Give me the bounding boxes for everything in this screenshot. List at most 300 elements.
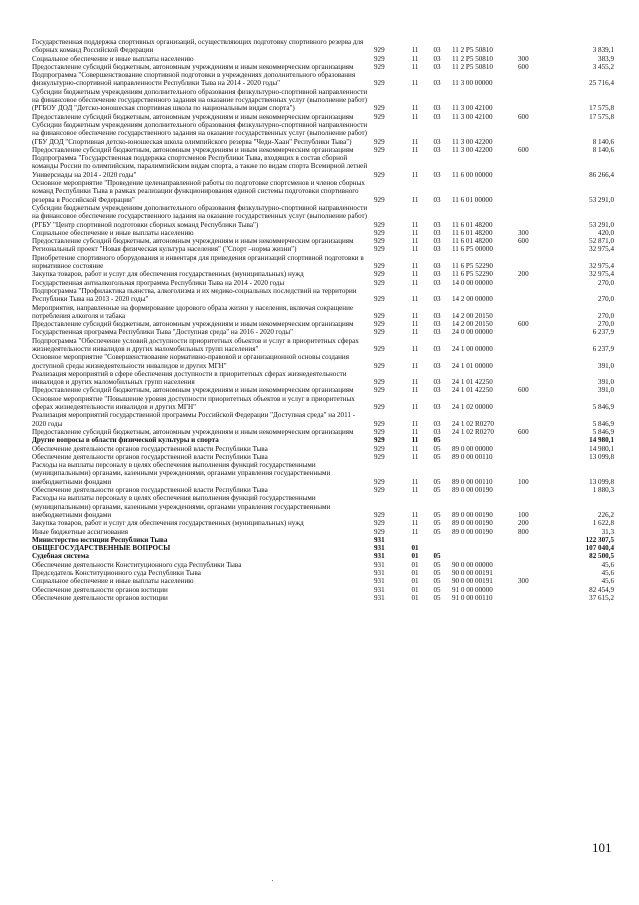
cell-sum: 37 615,2	[589, 593, 614, 602]
cell-rz: 11	[411, 320, 419, 329]
cell-vr	[518, 486, 546, 494]
cell-name: Подпрограмма "Совершенствование спортивной подготовки в учреждениях дополнительного образования физкультурно-спортивной направленности Республики Тыва на 2014 - 2020 годы"	[32, 71, 356, 88]
table-row	[32, 486, 614, 494]
cell-sum: 420,0	[598, 228, 614, 237]
cell-vr: 600	[518, 62, 529, 71]
cell-gr: 929	[374, 386, 385, 395]
cell-vr	[518, 38, 546, 55]
cell-gr: 929	[374, 419, 385, 428]
cell-vr	[518, 304, 546, 321]
cell-rz: 11	[411, 378, 419, 387]
cell-name: Государственная поддержка спортивных организаций, осуществляющих подготовку спортивного резерва для сборных команд Российской Федерации	[32, 38, 364, 55]
cell-name: Государственная программа Республики Тыва "Доступная среда" на 2016 - 2020 годы"	[32, 328, 294, 337]
cell-vr: 300	[518, 54, 529, 63]
cell-pr: 05	[433, 436, 441, 445]
cell-pr: 03	[433, 62, 441, 71]
table-row	[32, 237, 614, 245]
cell-cs: 11 2 P5 50810	[452, 54, 493, 63]
cell-vr	[518, 536, 546, 544]
cell-name: Предоставление субсидий бюджетным, автономным учреждениям и иным некоммерческим организациям	[32, 112, 354, 121]
cell-sum: 3 839,1	[592, 46, 614, 55]
cell-cs: 11 2 P5 50810	[452, 46, 493, 55]
cell-rz: 11	[411, 427, 419, 436]
cell-rz: 01	[411, 544, 419, 553]
cell-cs: 24 1 02 00000	[452, 403, 493, 412]
cell-pr: 05	[433, 444, 441, 453]
cell-name: Приобретение спортивного оборудования и инвентаря для приведения организаций спортивной подготовки в нормативное состояние	[32, 253, 364, 271]
budget-table	[32, 38, 614, 602]
cell-pr: 03	[433, 262, 441, 271]
cell-sum: 25 716,4	[589, 79, 614, 88]
cell-name: Другие вопросы в области физической культуры и спорта	[32, 436, 219, 445]
cell-cs	[448, 552, 518, 560]
table-row	[32, 453, 614, 461]
cell-cs: 89 0 00 00190	[452, 527, 493, 536]
cell-pr: 03	[433, 419, 441, 428]
cell-cs: 89 0 00 00110	[452, 477, 493, 486]
cell-sum: 31,3	[601, 527, 614, 536]
table-row	[32, 528, 614, 536]
cell-cs: 11 3 00 00000	[452, 79, 493, 88]
cell-pr: 05	[433, 527, 441, 536]
cell-gr: 929	[374, 245, 385, 254]
cell-sum: 14 980,1	[589, 444, 614, 453]
cell-rz: 11	[411, 452, 419, 461]
cell-sum: 5 846,9	[592, 427, 614, 436]
cell-sum: 270,0	[598, 311, 614, 320]
cell-name: Предоставление субсидий бюджетным, автономным учреждениям и иным некоммерческим организациям	[32, 427, 354, 436]
cell-rz: 01	[411, 560, 419, 569]
cell-name: Субсидии бюджетным учреждениям дополнительного образования физкультурно-спортивной направленности на финансовое обеспечение государственного задания на оказание государственных услуг (выполнение работ) (РГБОУ ДОД "Детско-юношеская спортивная школа по национальным видам спорта")	[32, 87, 368, 113]
cell-cs: 24 0 00 00000	[452, 328, 493, 337]
cell-name: Обеспечение деятельности органов юстиции	[32, 593, 168, 602]
table-row	[32, 536, 614, 544]
cell-rz: 11	[411, 486, 419, 495]
cell-rz: 11	[411, 262, 419, 271]
cell-pr: 05	[433, 477, 441, 486]
cell-gr: 931	[374, 535, 385, 544]
cell-vr	[518, 552, 546, 560]
cell-cs: 90 0 00 00191	[452, 577, 493, 586]
budget-table-body	[32, 38, 614, 602]
cell-rz: 11	[411, 295, 419, 304]
cell-vr	[518, 254, 546, 271]
cell-gr: 931	[374, 585, 385, 594]
cell-pr: 03	[433, 54, 441, 63]
cell-cs: 24 1 00 00000	[452, 344, 493, 353]
cell-vr	[518, 353, 546, 370]
table-row	[32, 270, 614, 278]
cell-rz: 11	[411, 54, 419, 63]
cell-name: Основное мероприятие "Повышение уровня доступности приоритетных объектов и услуг в приоритетных сферах жизнедеятельности инвалидов и других МГН"	[32, 394, 355, 412]
table-row	[32, 494, 614, 519]
cell-cs: 89 0 00 00110	[452, 452, 493, 461]
cell-sum: 45,6	[601, 577, 614, 586]
cell-vr: 300	[518, 228, 529, 237]
cell-vr: 100	[518, 477, 529, 486]
cell-cs: 24 1 02 R0270	[452, 419, 494, 428]
cell-name: Министерство юстиции Республики Тыва	[32, 535, 168, 544]
table-row	[32, 461, 614, 486]
cell-pr: 03	[433, 195, 441, 204]
cell-sum: 14 980,1	[589, 436, 614, 445]
cell-gr: 929	[374, 145, 385, 154]
cell-cs: 91 0 00 00110	[452, 593, 493, 602]
cell-rz: 01	[411, 552, 419, 561]
cell-sum: 45,6	[601, 569, 614, 577]
cell-cs: 24 1 01 42250	[452, 378, 493, 387]
cell-rz: 11	[411, 46, 419, 55]
cell-name: Закупка товаров, работ и услуг для обеспечения государственных (муниципальных) нужд	[32, 270, 304, 279]
cell-name: Подпрограмма "Государственная поддержка спортсменов Республики Тыва, входящих в состав сборной команды России по олимпийским, паралимпийским видам спорта, а также по видам спорта Всемирной летней Универсиады на 2014 - 2020 годы"	[32, 154, 368, 179]
table-row	[32, 229, 614, 237]
cell-sum: 226,2	[598, 510, 614, 519]
cell-name: Социальное обеспечение и иные выплаты населению	[32, 54, 194, 63]
cell-pr: 03	[433, 311, 441, 320]
cell-name: Председатель Конституционного суда Республики Тыва	[32, 569, 201, 577]
table-row	[32, 179, 614, 204]
cell-rz: 11	[411, 477, 419, 486]
table-row	[32, 386, 614, 394]
cell-pr: 05	[433, 452, 441, 461]
cell-name: Предоставление субсидий бюджетным, автономным учреждениям и иным некоммерческим организациям	[32, 320, 354, 329]
cell-pr: 05	[433, 585, 441, 594]
cell-cs: 24 1 01 00000	[452, 361, 493, 370]
cell-sum: 45,6	[601, 560, 614, 569]
cell-vr	[518, 154, 546, 179]
cell-sum: 391,0	[598, 361, 614, 370]
cell-sum: 17 575,8	[589, 112, 614, 121]
cell-vr	[518, 569, 546, 577]
cell-name: Реализация мероприятий государственной программы Российской Федерации "Доступная среда" на 2011 - 2020 годы	[32, 411, 356, 428]
cell-gr: 929	[374, 112, 385, 121]
table-row	[32, 445, 614, 453]
cell-vr	[518, 88, 546, 113]
cell-vr	[518, 445, 546, 453]
cell-name: ОБЩЕГОСУДАРСТВЕННЫЕ ВОПРОСЫ	[32, 544, 171, 553]
cell-pr: 03	[433, 427, 441, 436]
table-row	[32, 204, 614, 229]
cell-cs: 11 6 P5 52290	[452, 262, 493, 271]
cell-pr: 03	[433, 245, 441, 254]
table-row	[32, 544, 614, 552]
cell-gr: 929	[374, 62, 385, 71]
table-row	[32, 370, 614, 387]
table-row	[32, 577, 614, 585]
cell-cs: 11 6 01 48200	[452, 237, 493, 246]
cell-cs: 11 6 00 00000	[452, 170, 493, 179]
cell-pr: 03	[433, 278, 441, 287]
cell-rz: 11	[411, 104, 419, 113]
cell-rz	[404, 536, 426, 544]
cell-vr	[518, 121, 546, 146]
table-row	[32, 436, 614, 444]
cell-name: Расходы на выплаты персоналу в целях обеспечения выполнения функций государственными (муниципальными) органами, казенными учреждениями, органами управления государственными внебюджетными фондами	[32, 461, 331, 486]
cell-pr: 03	[433, 320, 441, 329]
table-row	[32, 569, 614, 577]
cell-sum: 270,0	[598, 320, 614, 329]
cell-sum: 5 846,9	[592, 403, 614, 412]
cell-rz: 11	[411, 112, 419, 121]
cell-sum: 6 237,9	[592, 328, 614, 337]
cell-rz: 11	[411, 519, 419, 528]
cell-vr	[518, 337, 546, 354]
cell-gr: 929	[374, 295, 385, 304]
cell-name: Обеспечение деятельности органов государственной власти Республики Тыва	[32, 486, 268, 495]
cell-gr: 929	[374, 452, 385, 461]
cell-vr: 300	[518, 577, 529, 586]
cell-rz: 11	[411, 62, 419, 71]
cell-gr: 929	[374, 444, 385, 453]
cell-gr: 929	[374, 137, 385, 146]
cell-cs: 89 0 00 00000	[452, 444, 493, 453]
cell-gr: 929	[374, 527, 385, 536]
cell-sum: 8 140,6	[592, 137, 614, 146]
cell-vr	[518, 453, 546, 461]
table-row	[32, 561, 614, 569]
cell-pr: 03	[433, 112, 441, 121]
cell-sum: 1 622,8	[592, 519, 614, 528]
cell-sum: 32 975,4	[589, 245, 614, 254]
cell-sum: 3 455,2	[592, 62, 614, 71]
cell-gr: 929	[374, 228, 385, 237]
cell-gr: 929	[374, 403, 385, 412]
table-row	[32, 55, 614, 63]
cell-sum: 13 099,8	[589, 452, 614, 461]
table-row	[32, 395, 614, 412]
cell-gr: 929	[374, 170, 385, 179]
cell-rz: 11	[411, 527, 419, 536]
cell-gr: 929	[374, 79, 385, 88]
cell-gr: 929	[374, 328, 385, 337]
cell-rz: 11	[411, 245, 419, 254]
cell-sum: 107 040,4	[585, 544, 614, 553]
cell-gr: 931	[374, 577, 385, 586]
cell-gr: 929	[374, 378, 385, 387]
cell-cs: 11 6 P5 52290	[452, 270, 493, 279]
cell-pr: 03	[433, 145, 441, 154]
table-row	[32, 63, 614, 71]
cell-gr: 931	[374, 569, 385, 577]
cell-cs: 89 0 00 00190	[452, 486, 493, 495]
cell-pr: 03	[433, 228, 441, 237]
cell-rz: 11	[411, 311, 419, 320]
cell-sum: 8 140,6	[592, 145, 614, 154]
cell-vr	[518, 586, 546, 594]
cell-name: Региональный проект "Новая физическая культура населения" ("Спорт –норма жизни")	[32, 245, 297, 254]
cell-name: Закупка товаров, работ и услуг для обеспечения государственных (муниципальных) нужд	[32, 519, 304, 528]
cell-vr	[518, 411, 546, 428]
cell-cs: 11 6 01 00000	[452, 195, 493, 204]
cell-sum: 13 099,8	[589, 477, 614, 486]
cell-rz: 11	[411, 444, 419, 453]
cell-vr: 100	[518, 510, 529, 519]
cell-rz: 01	[411, 585, 419, 594]
table-row	[32, 552, 614, 560]
cell-sum: 5 846,9	[592, 419, 614, 428]
cell-cs: 24 1 02 R0270	[452, 427, 494, 436]
cell-pr: 05	[433, 569, 441, 577]
table-row	[32, 411, 614, 428]
cell-vr: 800	[518, 527, 529, 536]
table-row	[32, 287, 614, 304]
table-row	[32, 146, 614, 154]
table-row	[32, 38, 614, 55]
cell-pr: 05	[433, 577, 441, 586]
table-row	[32, 71, 614, 88]
cell-cs: 14 0 00 00000	[452, 278, 493, 287]
cell-cs: 11 3 00 42100	[452, 112, 493, 121]
cell-gr: 929	[374, 486, 385, 495]
cell-vr: 600	[518, 112, 529, 121]
cell-pr: 03	[433, 46, 441, 55]
cell-gr: 929	[374, 270, 385, 279]
cell-pr: 03	[433, 361, 441, 370]
cell-vr	[518, 328, 546, 336]
cell-cs: 14 2 00 20150	[452, 320, 493, 329]
cell-name: Иные бюджетные ассигнования	[32, 527, 129, 536]
cell-sum: 391,0	[598, 386, 614, 395]
cell-vr	[518, 204, 546, 229]
cell-gr: 929	[374, 278, 385, 287]
cell-name: Реализация мероприятий в сфере обеспечения доступности в приоритетных сферах жизнедеятельности инвалидов и других маломобильных групп населения	[32, 369, 347, 387]
cell-sum: 6 237,9	[592, 344, 614, 353]
cell-name: Предоставление субсидий бюджетным, автономным учреждениям и иным некоммерческим организациям	[32, 386, 354, 395]
cell-pr: 03	[433, 295, 441, 304]
cell-gr: 931	[374, 552, 385, 561]
cell-vr: 200	[518, 270, 529, 279]
cell-name: Предоставление субсидий бюджетным, автономным учреждениям и иным некоммерческим организациям	[32, 145, 354, 154]
cell-vr: 200	[518, 519, 529, 528]
cell-rz: 11	[411, 195, 419, 204]
cell-cs	[448, 436, 518, 444]
cell-cs: 91 0 00 00000	[452, 585, 493, 594]
cell-rz: 11	[411, 228, 419, 237]
table-row	[32, 121, 614, 146]
cell-name: Обеспечение деятельности Конституционного суда Республики Тыва	[32, 560, 242, 569]
cell-gr: 929	[374, 46, 385, 55]
cell-gr: 929	[374, 510, 385, 519]
cell-rz: 11	[411, 361, 419, 370]
cell-vr	[518, 370, 546, 387]
table-row	[32, 154, 614, 179]
cell-rz: 11	[411, 237, 419, 246]
cell-sum: 383,9	[598, 54, 614, 63]
cell-vr	[518, 395, 546, 412]
cell-name: Социальное обеспечение и иные выплаты населению	[32, 228, 194, 237]
table-row	[32, 428, 614, 436]
cell-sum: 86 266,4	[589, 170, 614, 179]
cell-cs: 89 0 00 00190	[452, 519, 493, 528]
cell-name: Расходы на выплаты персоналу в целях обеспечения выполнения функций государственными (муниципальными) органами, казенными учреждениями, органами управления государственными внебюджетными фондами	[32, 494, 331, 519]
cell-rz: 01	[411, 593, 419, 602]
cell-rz: 11	[411, 278, 419, 287]
cell-vr: 600	[518, 427, 529, 436]
cell-sum: 53 291,0	[589, 220, 614, 229]
cell-gr: 931	[374, 544, 385, 553]
cell-pr: 03	[433, 137, 441, 146]
table-row	[32, 113, 614, 121]
table-row	[32, 320, 614, 328]
cell-pr: 05	[433, 510, 441, 519]
cell-gr: 929	[374, 237, 385, 246]
cell-cs: 14 2 00 00000	[452, 295, 493, 304]
cell-sum: 1 880,3	[592, 486, 614, 495]
table-row	[32, 594, 614, 602]
cell-vr: 600	[518, 237, 529, 246]
cell-pr: 03	[433, 386, 441, 395]
cell-name: Мероприятия, направленные на формирование здорового образа жизни у населения, включая сокращение потребления алкоголя и табака	[32, 303, 354, 320]
cell-gr: 929	[374, 104, 385, 113]
cell-rz: 11	[411, 403, 419, 412]
cell-gr: 929	[374, 262, 385, 271]
cell-pr: 05	[433, 519, 441, 528]
cell-rz: 11	[411, 328, 419, 337]
cell-cs	[448, 536, 518, 544]
cell-pr: 05	[433, 486, 441, 495]
cell-name: Субсидии бюджетным учреждениям дополнительного образования физкультурно-спортивной направленности на финансовое обеспечение государственного задания на оказание государственных услуг (выполнение работ) (РГБУ "Центр спортивной подготовки сборных команд Республики Тыва")	[32, 203, 368, 229]
scan-speck	[272, 880, 273, 881]
table-row	[32, 328, 614, 336]
table-row	[32, 586, 614, 594]
cell-gr: 929	[374, 311, 385, 320]
cell-vr: 600	[518, 320, 529, 329]
table-row	[32, 304, 614, 321]
cell-vr: 600	[518, 386, 529, 395]
cell-cs: 89 0 00 00190	[452, 510, 493, 519]
cell-cs: 11 3 00 42200	[452, 145, 493, 154]
cell-rz: 01	[411, 577, 419, 586]
table-row	[32, 245, 614, 253]
table-row	[32, 353, 614, 370]
table-row	[32, 254, 614, 271]
cell-vr	[518, 544, 546, 552]
cell-name: Основное мероприятие "Совершенствование нормативно-правовой и организационной основы создания доступной среды жизнедеятельности инвалидов и других МГН"	[32, 353, 349, 370]
cell-vr	[518, 279, 546, 287]
cell-pr: 03	[433, 220, 441, 229]
cell-cs: 24 1 01 42250	[452, 386, 493, 395]
cell-pr: 05	[433, 560, 441, 569]
cell-gr: 929	[374, 54, 385, 63]
cell-name: Предоставление субсидий бюджетным, автономным учреждениям и иным некоммерческим организациям	[32, 237, 354, 246]
cell-sum: 52 871,0	[589, 237, 614, 246]
cell-vr	[518, 179, 546, 204]
cell-pr: 03	[433, 104, 441, 113]
cell-name: Предоставление субсидий бюджетным, автономным учреждениям и иным некоммерческим организациям	[32, 62, 354, 71]
cell-pr: 03	[433, 170, 441, 179]
cell-cs: 11 6 P5 00000	[452, 245, 493, 254]
cell-vr	[518, 287, 546, 304]
cell-name: Обеспечение деятельности органов государственной власти Республики Тыва	[32, 444, 268, 453]
cell-gr: 929	[374, 427, 385, 436]
cell-rz: 11	[411, 79, 419, 88]
cell-cs: 90 0 00 00191	[452, 569, 493, 577]
cell-rz: 11	[411, 270, 419, 279]
cell-pr: 03	[433, 344, 441, 353]
cell-cs: 11 2 P5 50810	[452, 62, 493, 71]
cell-pr: 03	[433, 403, 441, 412]
cell-pr	[426, 544, 448, 552]
cell-name: Судебная система	[32, 552, 89, 561]
cell-gr: 929	[374, 344, 385, 353]
cell-sum: 17 575,8	[589, 104, 614, 113]
cell-cs: 11 3 00 42200	[452, 137, 493, 146]
cell-gr: 929	[374, 320, 385, 329]
cell-vr	[518, 71, 546, 88]
cell-vr	[518, 436, 546, 444]
table-row	[32, 337, 614, 354]
table-row	[32, 519, 614, 527]
